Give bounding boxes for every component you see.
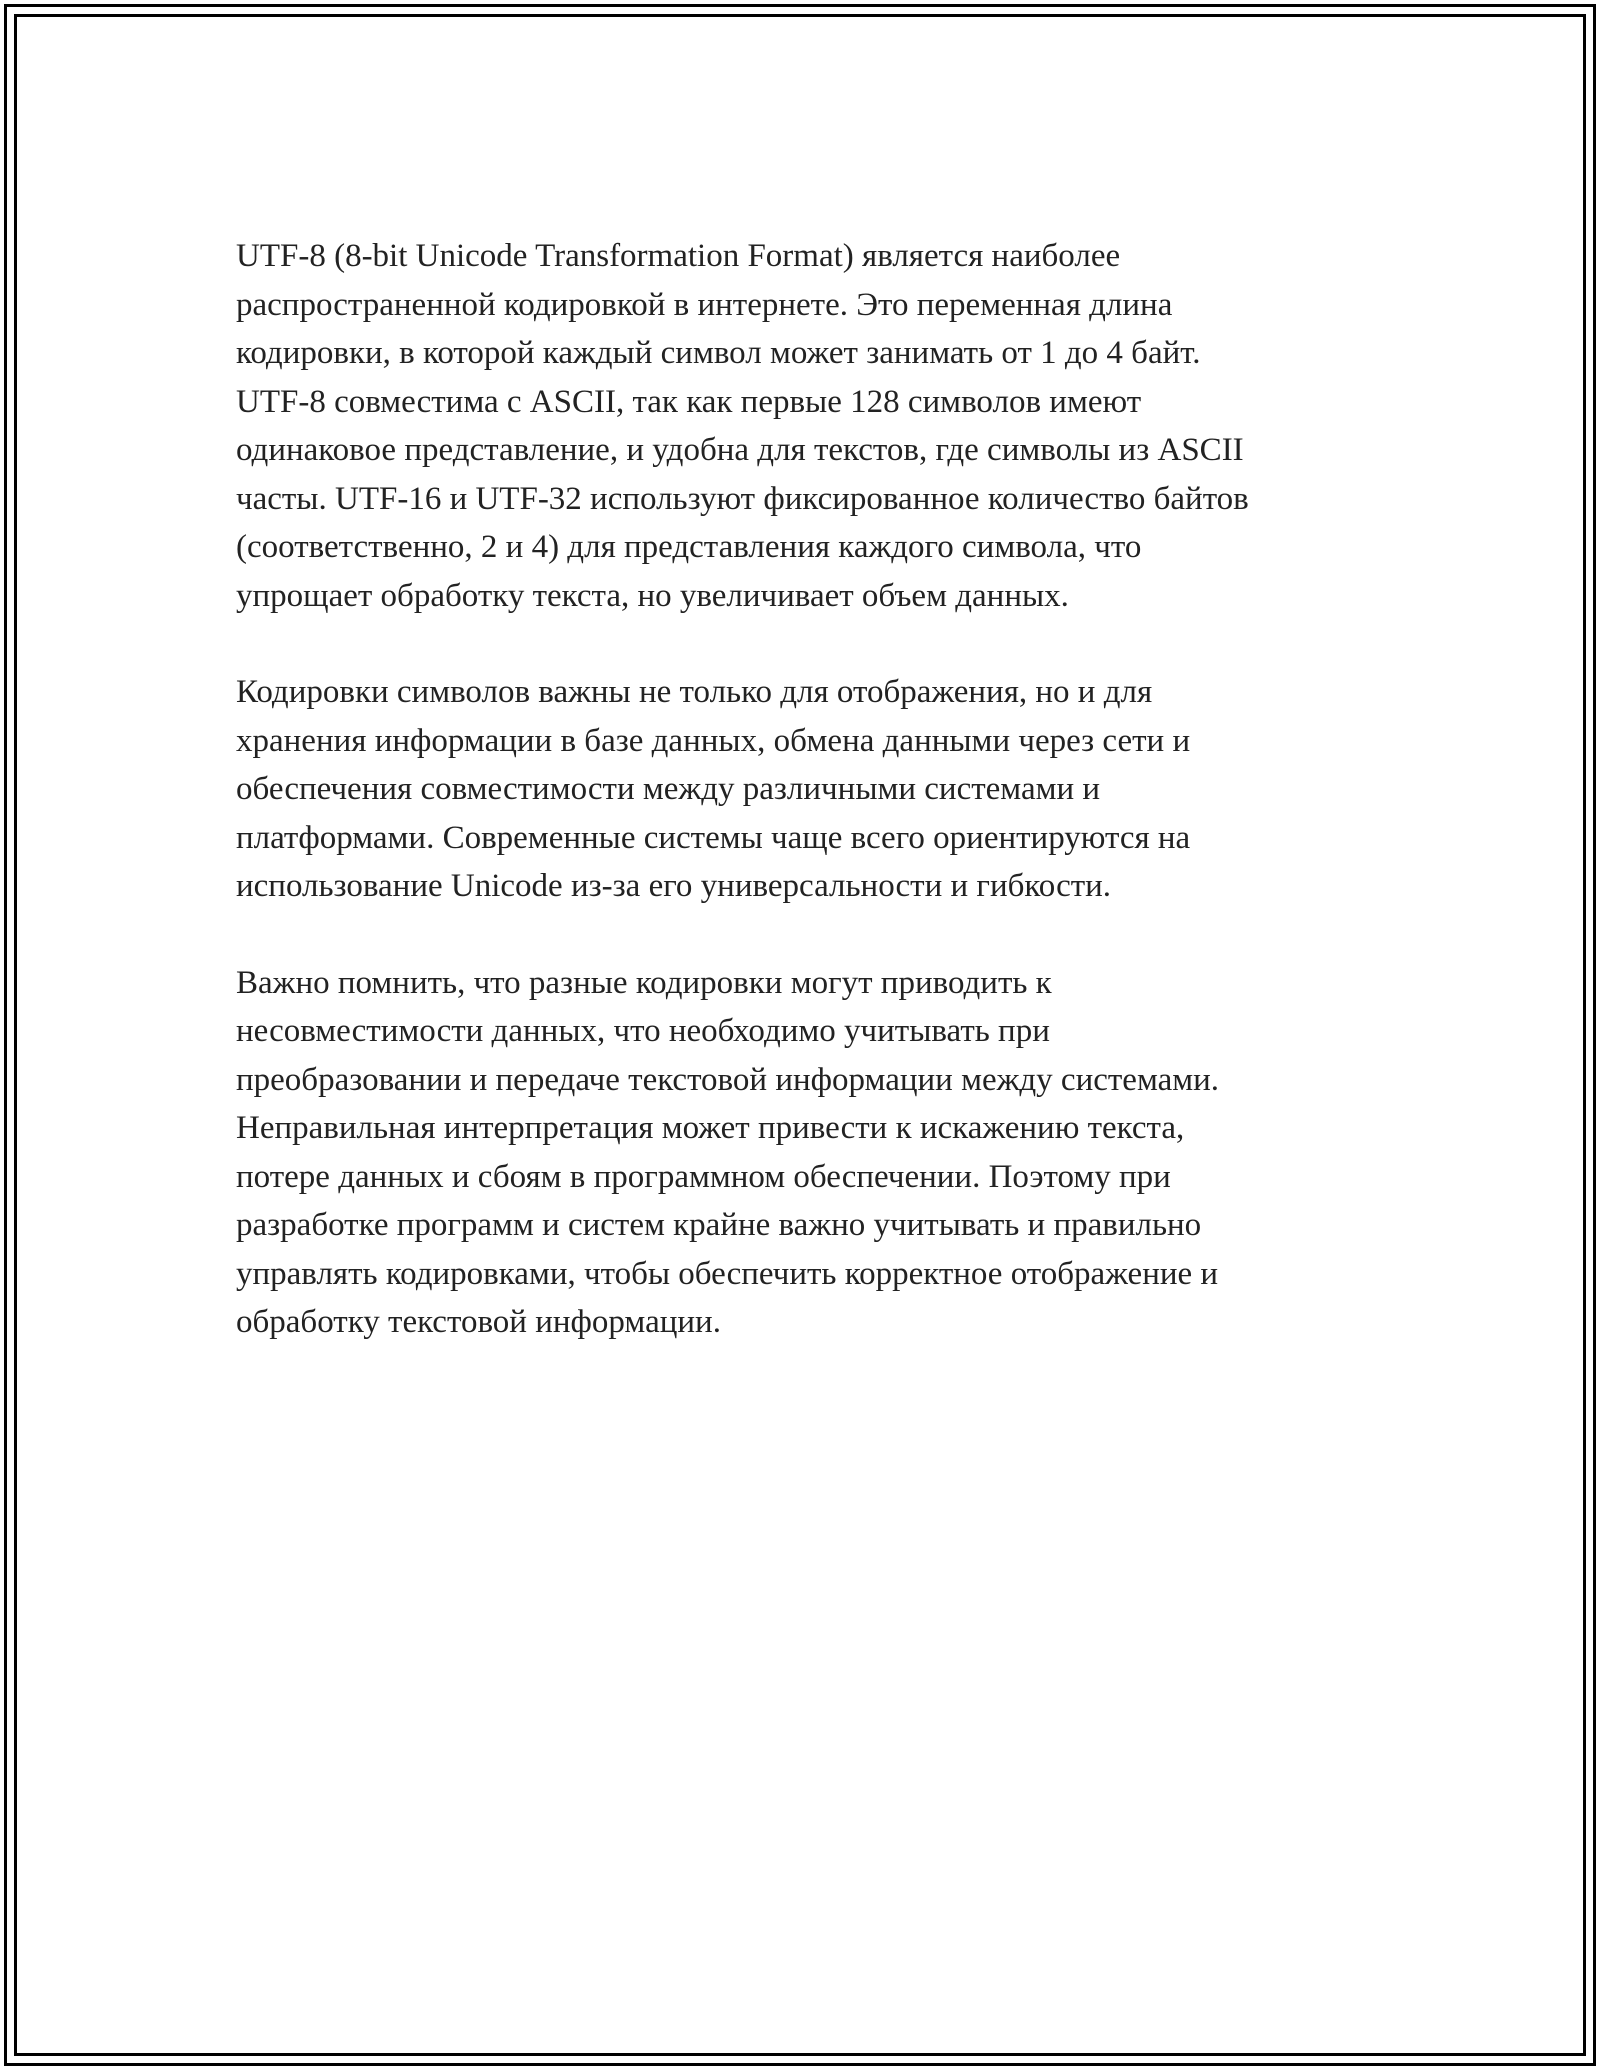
paragraph-utf-encodings: UTF-8 (8-bit Unicode Transformation Format) является наиболее распространенной кодировкой в интернете. Это переменная длина кодировки, в которой каждый символ может занимать от 1 до 4 байт. UTF-8 совместима с ASCII, так как первые 128 символов имеют одинаковое представление, и удобна для текстов, где символы из ASCII часты. UTF-16 и UTF-32 используют фиксированное количество байтов (соответственно, 2 и 4) для представления каждого символа, что упрощает обработку текста, но увеличивает объем данных. bbox=[236, 238, 1249, 614]
paragraph-encoding-importance: Кодировки символов важны не только для отображения, но и для хранения информации в базе данных, обмена данными через сети и обеспечения совместимости между различными системами и платформами. Современные системы чаще всего ориентируются на использование Unicode из-за его универсальности и гибкости. bbox=[236, 674, 1191, 904]
document-body bbox=[236, 232, 1386, 1395]
paragraph-compatibility-warning: Важно помнить, что разные кодировки могут приводить к несовместимости данных, что необходимо учитывать при преобразовании и передаче текстовой информации между системами. Неправильная интерпретация может привести к искажению текста, потере данных и сбоям в программном обеспечении. Поэтому при разработке программ и систем крайне важно учитывать и правильно управлять кодировками, чтобы обеспечить корректное отображение и обработку текстовой информации. bbox=[236, 964, 1220, 1340]
